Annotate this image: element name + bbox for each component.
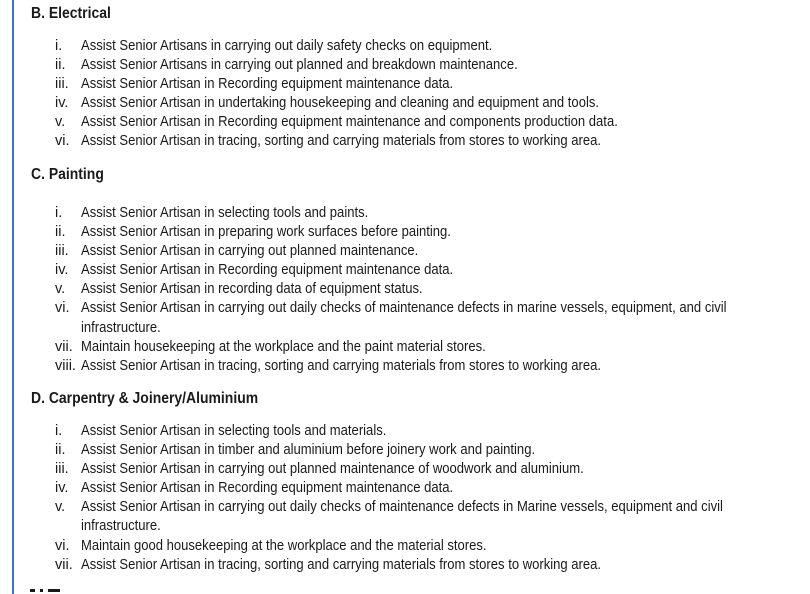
- item-text: Assist Senior Artisan in Recording equipment maintenance data.: [81, 262, 454, 279]
- item-text: Assist Senior Artisans in carrying out planned and breakdown maintenance.: [81, 57, 518, 74]
- item-text: Assist Senior Artisan in tracing, sorting and carrying materials from stores to working area.: [81, 556, 602, 573]
- next-section-heading-cutoff: [26, 589, 66, 594]
- item-number: v.: [55, 281, 66, 298]
- item-text: Assist Senior Artisan in selecting tools and materials.: [81, 423, 387, 439]
- item-number: iii.: [55, 243, 69, 260]
- item-number: i.: [55, 205, 63, 221]
- page-left-rule: [12, 0, 14, 594]
- list-item: [31, 479, 810, 498]
- item-number: vi.: [55, 537, 70, 554]
- list-item: [31, 75, 810, 94]
- glyph-fragment: [40, 589, 43, 592]
- list-item: [31, 242, 810, 261]
- item-text: Assist Senior Artisan in Recording equipment maintenance data.: [81, 480, 454, 497]
- item-text: Maintain good housekeeping at the workplace and the material stores.: [81, 537, 487, 554]
- item-number: iii.: [55, 76, 69, 93]
- list-item: [31, 537, 810, 556]
- item-text: Assist Senior Artisans in carrying out daily safety checks on equipment.: [81, 38, 493, 54]
- item-number: v.: [55, 499, 66, 516]
- list-item: [31, 132, 810, 151]
- list-item: [31, 261, 810, 280]
- item-text: Assist Senior Artisan in preparing work surfaces before painting.: [81, 224, 451, 241]
- carpentry-list: [31, 422, 810, 575]
- item-number: iv.: [55, 95, 69, 112]
- list-item: [31, 37, 810, 56]
- item-number: viii.: [55, 357, 76, 374]
- glyph-fragment: [48, 589, 60, 592]
- list-item: [31, 94, 810, 113]
- item-text: Assist Senior Artisan in tracing, sorting and carrying materials from stores to working area.: [81, 133, 602, 150]
- list-item: [31, 441, 810, 460]
- list-item: [31, 422, 810, 441]
- item-number: vii.: [55, 338, 73, 355]
- item-text: Assist Senior Artisan in carrying out daily checks of maintenance defects in Marine vessels, equipment and civil infrastructure.: [81, 499, 723, 535]
- item-text: Assist Senior Artisan in recording data of equipment status.: [81, 281, 423, 298]
- electrical-list: [31, 37, 810, 152]
- item-text: Assist Senior Artisan in Recording equipment maintenance and components production data.: [81, 114, 618, 131]
- item-number: vi.: [55, 133, 70, 150]
- item-number: ii.: [55, 224, 66, 241]
- item-text: Assist Senior Artisan in carrying out planned maintenance.: [81, 243, 419, 260]
- list-item: [31, 56, 810, 75]
- item-text: Assist Senior Artisan in tracing, sorting and carrying materials from stores to working area.: [81, 357, 602, 374]
- item-text: Assist Senior Artisan in carrying out planned maintenance of woodwork and aluminium.: [81, 461, 584, 478]
- section-title-electrical: B. Electrical: [31, 5, 111, 22]
- list-item: [31, 299, 810, 337]
- item-number: ii.: [55, 57, 66, 74]
- item-text: Assist Senior Artisan in timber and aluminium before joinery work and painting.: [81, 442, 536, 459]
- list-item: [31, 460, 810, 479]
- item-text: Maintain housekeeping at the workplace and the paint material stores.: [81, 338, 486, 355]
- list-item: [31, 498, 810, 536]
- list-item: [31, 556, 810, 575]
- item-number: v.: [55, 114, 66, 131]
- item-text: Assist Senior Artisan in Recording equipment maintenance data.: [81, 76, 454, 93]
- item-text: Assist Senior Artisan in carrying out daily checks of maintenance defects in marine vessels, equipment, and civil infrastructure.: [81, 300, 727, 336]
- list-item: [31, 280, 810, 299]
- item-number: iv.: [55, 262, 69, 279]
- section-title-painting: C. Painting: [31, 166, 104, 183]
- glyph-fragment: [30, 589, 35, 592]
- item-number: vii.: [55, 556, 73, 573]
- item-text: Assist Senior Artisan in selecting tools and paints.: [81, 205, 369, 221]
- list-item: [31, 338, 810, 357]
- section-title-carpentry: D. Carpentry & Joinery/Aluminium: [31, 390, 259, 407]
- item-number: vi.: [55, 300, 70, 317]
- list-item: [31, 113, 810, 132]
- list-item: [31, 204, 810, 223]
- list-item: [31, 357, 810, 376]
- list-item: [31, 223, 810, 242]
- item-number: ii.: [55, 442, 66, 459]
- item-text: Assist Senior Artisan in undertaking housekeeping and cleaning and equipment and tools.: [81, 95, 600, 112]
- item-number: i.: [55, 423, 63, 439]
- item-number: iii.: [55, 461, 69, 478]
- painting-list: [31, 204, 810, 376]
- item-number: i.: [55, 38, 63, 54]
- item-number: iv.: [55, 480, 69, 497]
